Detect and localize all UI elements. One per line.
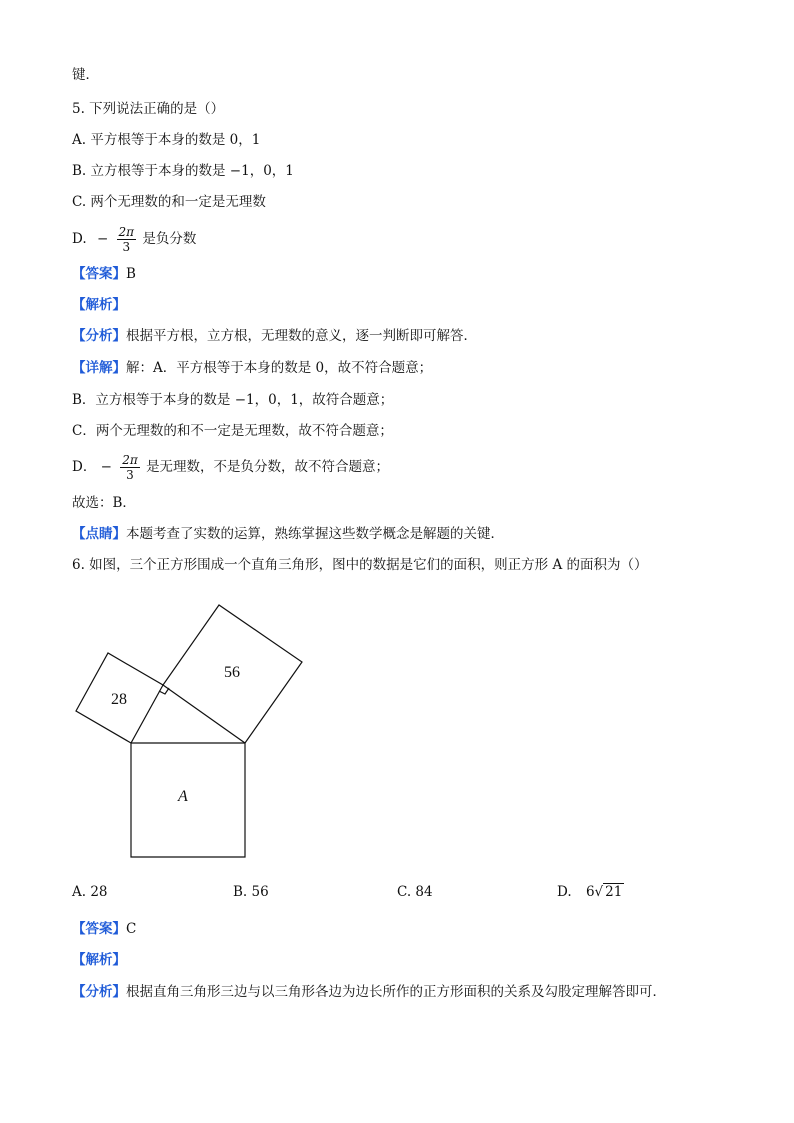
analysis-5-header bbox=[72, 296, 126, 314]
three-squares-figure bbox=[0, 580, 794, 900]
dianjing-tag: 【点睛】 bbox=[72, 526, 126, 542]
question-5-option-a: A. 平方根等于本身的数是 0，1 bbox=[72, 132, 261, 148]
answer-5 bbox=[72, 265, 136, 283]
dianjing-5-text: 本题考查了实数的运算，熟练掌握这些数学概念是解题的关键． bbox=[126, 526, 504, 542]
fenxi-5-text: 根据平方根，立方根，无理数的意义，逐一判断即可解答． bbox=[126, 328, 477, 344]
question-6-option-a: A. 28 bbox=[72, 884, 108, 900]
question-6-option-d bbox=[557, 884, 624, 900]
previous-text-fragment: 键． bbox=[72, 67, 99, 83]
option-d-label: D. bbox=[557, 884, 572, 900]
detail-d: D． − $\frac{2\pi}{3}$ 是无理数，不是负分数，故不符合题意； bbox=[72, 453, 390, 482]
xiangjie-5-text: 解：A．平方根等于本身的数是 0，故不符合题意； bbox=[126, 360, 433, 376]
detail-d-label: D． bbox=[72, 459, 97, 475]
sqrt-coefficient: 6 bbox=[585, 884, 595, 900]
detail-c: C．两个无理数的和不一定是无理数，故不符合题意； bbox=[72, 423, 393, 439]
label-56: 56 bbox=[224, 664, 240, 681]
fenxi-tag: 【分析】 bbox=[72, 984, 126, 1000]
fenxi-6-text: 根据直角三角形三边与以三角形各边为边长所作的正方形面积的关系及勾股定理解答即可． bbox=[126, 984, 666, 1000]
label-a: A bbox=[178, 788, 188, 805]
answer-tag: 【答案】 bbox=[72, 921, 126, 937]
fraction-denominator: 3 bbox=[122, 240, 131, 254]
question-5-title: 5. 下列说法正确的是（） bbox=[72, 101, 225, 117]
fenxi-6 bbox=[72, 983, 666, 1001]
answer-6 bbox=[72, 920, 136, 938]
dianjing-5 bbox=[72, 525, 504, 543]
question-5-option-d: D. − $\frac{2\pi}{3}$ 是负分数 bbox=[72, 225, 197, 254]
conclusion-5: 故选：B． bbox=[72, 495, 136, 511]
two-pi-over-three-fraction bbox=[117, 225, 137, 254]
fraction-denominator: 3 bbox=[126, 468, 134, 482]
detail-b: B．立方根等于本身的数是 −1，0，1，故符合题意； bbox=[72, 392, 394, 408]
question-5-option-c: C. 两个无理数的和一定是无理数 bbox=[72, 194, 266, 210]
analysis-6-header bbox=[72, 951, 126, 969]
analysis-tag: 【解析】 bbox=[72, 952, 126, 968]
question-5-option-b: B. 立方根等于本身的数是 −1，0，1 bbox=[72, 163, 294, 179]
answer-5-value: B bbox=[126, 266, 136, 282]
option-d-text: 是负分数 bbox=[142, 231, 197, 247]
xiangjie-5 bbox=[72, 359, 432, 377]
question-6-option-b: B. 56 bbox=[233, 884, 269, 900]
fraction-numerator: 2π bbox=[122, 453, 138, 467]
answer-6-value: C bbox=[126, 921, 137, 937]
detail-two-pi-over-three-fraction bbox=[120, 453, 140, 482]
sqrt-expression: √ 21 bbox=[594, 884, 623, 900]
analysis-tag: 【解析】 bbox=[72, 297, 126, 313]
xiangjie-tag: 【详解】 bbox=[72, 360, 126, 376]
question-6-title: 6. 如图，三个正方形围成一个直角三角形，图中的数据是它们的面积，则正方形 A 的面积为（） bbox=[72, 557, 648, 573]
answer-tag: 【答案】 bbox=[72, 266, 126, 282]
sqrt-radicand: 21 bbox=[605, 884, 623, 900]
square-a bbox=[131, 743, 245, 857]
fraction-numerator: 2π bbox=[118, 225, 135, 239]
label-28: 28 bbox=[111, 691, 127, 708]
option-d-label: D. bbox=[72, 231, 87, 247]
question-6-option-c: C. 84 bbox=[397, 884, 433, 900]
fenxi-5 bbox=[72, 327, 477, 345]
detail-d-text: 是无理数，不是负分数，故不符合题意； bbox=[146, 459, 390, 475]
fenxi-tag: 【分析】 bbox=[72, 328, 126, 344]
